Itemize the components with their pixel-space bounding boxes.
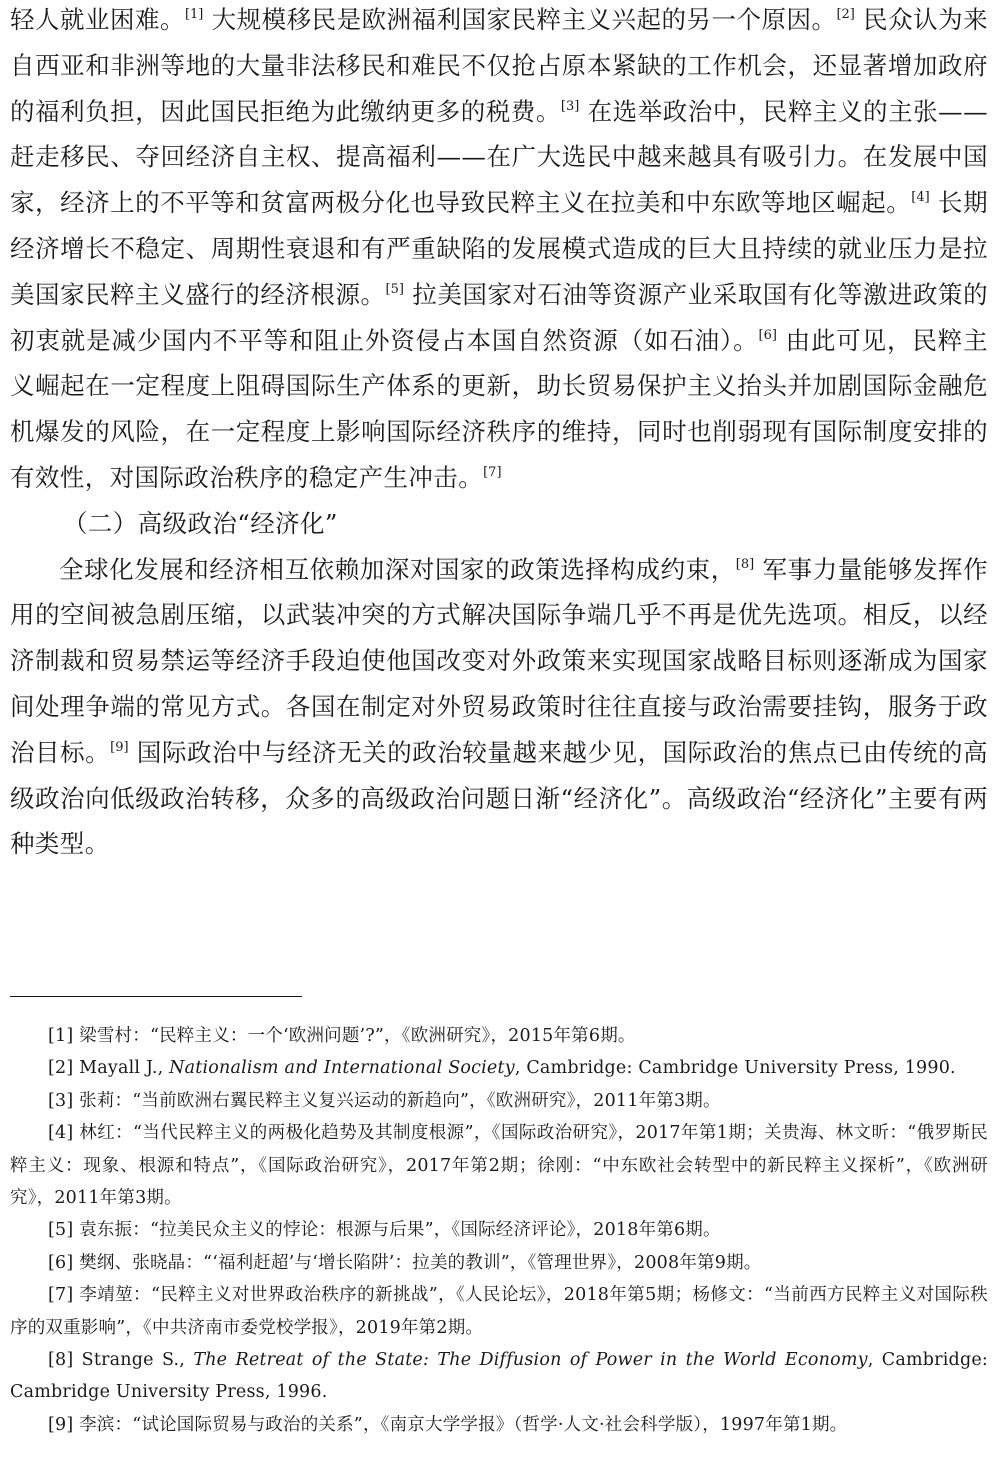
text-run: 国际政治中与经济无关的政治较量越来越少见，国际政治的焦点已由传统的高级政治向低级政治转移，众多的高级政治问题日渐“经济化”。高级政治“经济化”主要有两种类型。 [10, 737, 988, 859]
text-run: , Cambridge: Cambridge University Press, 1996. [10, 1350, 989, 1403]
footnote [10, 1214, 988, 1246]
footnote-marker: [9] [110, 739, 129, 755]
text-run: 在选举政治中，民粹主义的主张——赶走移民、夺回经济自主权、提高福利——在广大选民中越来越具有吸引力。在发展中国家，经济上的不平等和贫富两极分化也导致民粹主义在拉美和中东欧等地区崛起。 [10, 96, 988, 218]
text-run: , Cambridge: Cambridge University Press, 1990. [514, 1058, 956, 1079]
page-body [10, 0, 988, 867]
text-run: 民众认为来自西亚和非洲等地的大量非法移民和难民不仅抢占原本紧缺的工作机会，还显著增加政府的福利负担，因此国民拒绝为此缴纳更多的税费。 [10, 5, 989, 126]
footnote [10, 1247, 988, 1279]
text-run: 全球化发展和经济相互依赖加深对国家的政策选择构成约束， [59, 554, 736, 584]
text-run: [8] Strange S., [48, 1350, 194, 1371]
text-run: 由此可见，民粹主义崛起在一定程度上阻碍国际生产体系的更新，助长贸易保护主义抬头并加剧国际金融危机爆发的风险，在一定程度上影响国际经济秩序的维持，同时也削弱现有国际制度安排的有效性，对国际政治秩序的稳定产生冲击。 [10, 325, 988, 492]
book-title: Nationalism and International Society [169, 1058, 515, 1079]
footnote [10, 1117, 988, 1214]
footnote [10, 1279, 988, 1344]
footnote [10, 1052, 988, 1084]
text-run: [6] 樊纲、张晓晶：“‘福利赶超’与‘增长陷阱’：拉美的教训”，《管理世界》，2008年第9期。 [48, 1252, 762, 1273]
text-run: 长期经济增长不稳定、周期性衰退和有严重缺陷的发展模式造成的巨大且持续的就业压力是拉美国家民粹主义盛行的经济根源。 [10, 188, 988, 309]
text-run: 轻人就业困难。 [10, 5, 185, 34]
section-heading: （二）高级政治“经济化” [63, 508, 338, 538]
text-run: [9] 李滨：“试论国际贸易与政治的关系”，《南京大学学报》（哲学·人文·社会科学版），1997年第1期。 [48, 1414, 848, 1435]
text-run: 大规模移民是欧洲福利国家民粹主义兴起的另一个原因。 [203, 5, 837, 34]
footnote [10, 1020, 988, 1052]
text-run: [7] 李靖堃：“民粹主义对世界政治秩序的新挑战”，《人民论坛》，2018年第5期；杨修文：“当前西方民粹主义对国际秩序的双重影响”，《中共济南市委党校学报》，2019年第2期。 [10, 1285, 988, 1338]
footnote-marker: [4] [911, 190, 930, 206]
footnote-marker: [7] [483, 464, 502, 480]
text-run: [1] 梁雪村：“民粹主义：一个‘欧洲问题’?”，《欧洲研究》，2015年第6期。 [48, 1026, 636, 1046]
body-paragraph [10, 547, 988, 868]
text-run: [3] 张莉：“当前欧洲右翼民粹主义复兴运动的新趋向”，《欧洲研究》，2011年第3期。 [48, 1090, 721, 1111]
text-run: [4] 林红：“当代民粹主义的两极化趋势及其制度根源”，《国际政治研究》，2017年第1期；关贵海、林文昕：“俄罗斯民粹主义：现象、根源和特点”，《国际政治研究》，2017年第2期；徐刚：“中东欧社会转型中的新民粹主义探析”，《欧洲研究》，2011年第3期。 [10, 1123, 988, 1209]
footnote-marker: [1] [184, 7, 204, 22]
footnote-marker: [8] [735, 556, 755, 572]
footnote-marker: [3] [560, 98, 580, 114]
footnote [10, 1344, 988, 1409]
text-run: 拉美国家对石油等资源产业采取国有化等激进政策的初衷就是减少国内不平等和阻止外资侵占本国自然资源（如石油）。 [10, 279, 988, 355]
footnote-marker: [6] [758, 327, 777, 343]
footnote [10, 1085, 988, 1117]
footnote-marker: [5] [385, 281, 404, 297]
footnotes [10, 1020, 988, 1441]
text-run: [5] 袁东振：“拉美民众主义的悖论：根源与后果”，《国际经济评论》，2018年第6期。 [48, 1220, 721, 1241]
text-run: [2] Mayall J., [48, 1058, 170, 1079]
footnote-marker: [2] [836, 7, 855, 22]
book-title: The Retreat of the State: The Diffusion of Power in the World Economy [193, 1350, 868, 1371]
footnote [10, 1409, 988, 1441]
body-paragraph [10, 0, 988, 501]
footnote-divider [10, 996, 302, 997]
text-run: 军事力量能够发挥作用的空间被急剧压缩，以武装冲突的方式解决国际争端几乎不再是优先选项。相反，以经济制裁和贸易禁运等经济手段迫使他国改变对外政策来实现国家战略目标则逐渐成为国家间处理争端的常见方式。各国在制定对外贸易政策时往往直接与政治需要挂钩，服务于政治目标。 [10, 554, 988, 767]
